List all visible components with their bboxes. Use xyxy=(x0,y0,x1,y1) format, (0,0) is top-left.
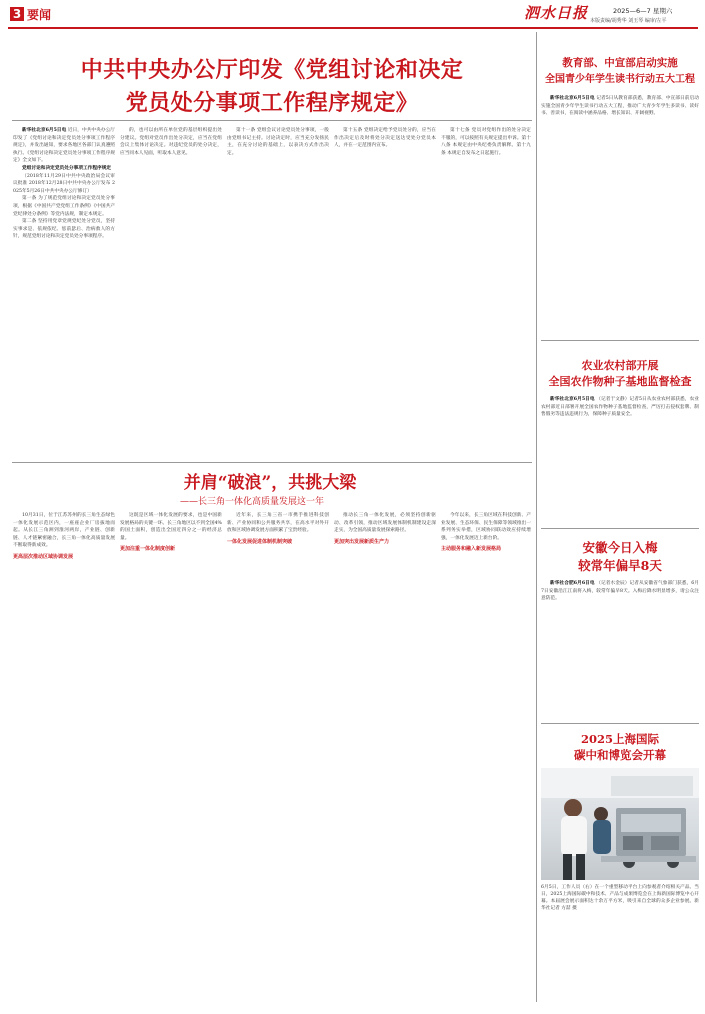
feature-subhead-5: 主动服务和融入新发展格局 xyxy=(441,546,502,553)
right-divider-3 xyxy=(541,723,699,724)
lead-dateline: 新华社北京6月5日电 xyxy=(22,128,67,133)
agri-headline-line2: 全国农作物种子基地监督检查 xyxy=(548,375,692,388)
lead-text-4: 第十五条 党组决定给予党员处分的，应当在作出决定后及时将处分决定送达受处分党员本人，并在一定范围内宣布。 xyxy=(334,128,436,149)
feature-column-4 xyxy=(334,512,436,1002)
expo-photo xyxy=(541,768,699,880)
issue-date: 2025—6—7 星期六 xyxy=(613,7,673,15)
section-title: 要闻 xyxy=(27,8,52,22)
lead-headline-line2: 党员处分事项工作程序规定》 xyxy=(125,90,419,116)
lead-document-title: 党组讨论和决定党员处分事项工作程序规定 xyxy=(22,165,112,171)
lead-column-3 xyxy=(227,127,329,457)
lead-column-5 xyxy=(441,127,531,457)
edu-text: 记者5日从教育部获悉，教育部、中宣部日前启动实施全国青少年学生读书行动五大工程，推动广大青少年学生多读书、读好书、善读书，在阅读中涵养品格、增长知识、开阔视野。 xyxy=(541,96,699,117)
edu-dateline: 新华社北京6月5日电 xyxy=(550,96,595,101)
lead-column-2 xyxy=(120,127,222,457)
agri-text: （记者于文静）记者5日从农业农村部获悉，农业农村部近日部署开展全国农作物种子基地监督检查，严厉打击侵权套牌、制售假劣等违法违规行为，保障种子质量安全。 xyxy=(541,397,699,418)
lead-column-1 xyxy=(13,127,115,457)
lead-text-3: 第十一条 党组会议讨论党员处分事项，一般由党组书记主持。讨论决定时，应当充分发扬民主，在充分讨论的基础上，以表决方式作出决定。 xyxy=(227,128,329,156)
feature-text-3: 近年来，长三角三省一市携手推进科技创新、产业协同和公共服务共享，在高水平对外开放和区域协调发展方面积累了宝贵经验。 xyxy=(227,513,329,534)
feature-text-1: 10月31日，位于江苏苏州的长三角生态绿色一体化发展示范区内，一座座企业厂房拔地而起。从长江三角洲到淮河两岸，产业链、创新链、人才链紧密融合，长三角一体化高质量发展不断取得新成效。 xyxy=(13,513,115,549)
edu-headline-line1: 教育部、中宣部启动实施 xyxy=(562,57,678,69)
feature-text-5: 今年以来，长三角区域在科技创新、产业发展、生态环保、民生保障等领域推出一系列务实举措，区域协同联动效应持续增强，一体化发展迈上新台阶。 xyxy=(441,513,531,541)
masthead-rule xyxy=(8,27,698,29)
lead-document-note: （2018年11月29日中共中央政治局会议审议批准 2018年12月28日中共中央办公厅发布 2025年5月26日中共中央办公厅修订） xyxy=(13,173,115,194)
agri-dateline: 新华社北京6月5日电 xyxy=(550,397,595,402)
lead-text-5: 第十七条 党员对党组作出的处分决定不服的，可以按照有关规定提出申诉。第十八条 本规定由中央纪委负责解释。第十九条 本规定自发布之日起施行。 xyxy=(441,128,531,156)
lead-text-2: 的，也可以由所在单位党的基层组织提出处分建议。党组对党员作出处分决定，应当在党组会议上集体讨论决定。对违纪党员的处分决定，应当同本人见面，听取本人意见。 xyxy=(120,128,222,156)
edu-headline-line2: 全国青少年学生读书行动五大工程 xyxy=(545,74,695,85)
shanghai-headline-line2: 碳中和博览会开幕 xyxy=(574,748,666,762)
edu-body xyxy=(541,95,699,335)
paper-logo: 泗水日报 xyxy=(524,4,589,22)
feature-column-2 xyxy=(120,512,222,1002)
feature-column-1 xyxy=(13,512,115,1002)
feature-subhead-3: 一体化发展促进体制机制突破 xyxy=(227,538,293,545)
anhui-headline-line2: 较常年偏早8天 xyxy=(578,558,662,573)
feature-text-2: 这既是区域一体化发展的要求，也是中国新发展格局的关键一环。长三角地区以不到全国4%的国土面积，创造出全国近四分之一的经济总量。 xyxy=(120,513,222,541)
editor-credits: 本版责编/胡秀华 刘玉琴 编审/左平 xyxy=(590,18,667,24)
feature-column-5 xyxy=(441,512,531,1002)
lead-headline-line1: 中共中央办公厅印发《党组讨论和决定 xyxy=(80,57,464,83)
shanghai-headline-line1: 2025上海国际 xyxy=(580,732,659,746)
feature-subtitle: ——长三角一体化高质量发展这一年 xyxy=(180,497,325,507)
lead-intro: 近日，中共中央办公厅印发了《党组讨论和决定党员处分事项工作程序规定》，并发出通知，要求各地区各部门认真遵照执行。《党组讨论和决定党员处分事项工作程序规定》全文如下。 xyxy=(13,128,115,164)
right-column-divider xyxy=(536,32,537,1002)
page-number-badge: 3 xyxy=(10,7,24,21)
feature-subhead-4: 更加突出发展新质生产力 xyxy=(334,538,390,545)
lead-column-4 xyxy=(334,127,436,457)
anhui-dateline: 新华社合肥6月6日电 xyxy=(550,581,595,586)
feature-subhead-2: 更加注重一体化制度创新 xyxy=(120,546,176,553)
lead-article-2: 第二条 坚持用党章党规党纪处分党员，坚持实事求是、依规依纪、惩前毖后、治病救人的方针，规范党组讨论和决定党员处分事项程序。 xyxy=(13,219,115,240)
feature-text-4: 推动长三角一体化发展，必须坚持创新驱动、改革引领，推动区域发展体制机制建设走深走实，为全国高质量发展探索路径。 xyxy=(334,513,436,534)
expo-photo-illustration xyxy=(541,768,699,880)
lead-headline-rule xyxy=(12,120,532,121)
anhui-body xyxy=(541,580,699,720)
feature-column-3 xyxy=(227,512,329,1002)
feature-headline: 并肩“破浪”，共挑大梁 xyxy=(183,473,357,493)
expo-caption-text: 6月5日，工作人员（右）在一个重型移动平台上向参观者介绍相关产品。当日，2025上海国际碳中和技术、产品与成果博览会在上海新国际博览中心开幕。本届展会展示面积达十余万平方米，吸引来自全球的众多企业参展。新华社记者 方喆 摄 xyxy=(541,885,699,911)
expo-photo-caption xyxy=(541,884,699,1002)
feature-subhead-1: 更高层次推动区域协调发展 xyxy=(13,553,74,560)
lead-article-1: 第一条 为了规范党组讨论和决定党员处分事项，根据《中国共产党党组工作条例》《中国共产党纪律处分条例》等党内法规，制定本规定。 xyxy=(13,196,115,217)
right-divider-1 xyxy=(541,340,699,341)
agri-headline-line1: 农业农村部开展 xyxy=(581,359,659,372)
anhui-text: （记者水金辰）记者从安徽省气象部门获悉，6月7日安徽沿江江南将入梅，较常年偏早8天。入梅后降水明显增多，请公众注意防范。 xyxy=(541,581,699,602)
feature-top-rule xyxy=(12,462,532,463)
agri-body xyxy=(541,396,699,526)
anhui-headline-line1: 安徽今日入梅 xyxy=(582,540,658,555)
right-divider-2 xyxy=(541,528,699,529)
